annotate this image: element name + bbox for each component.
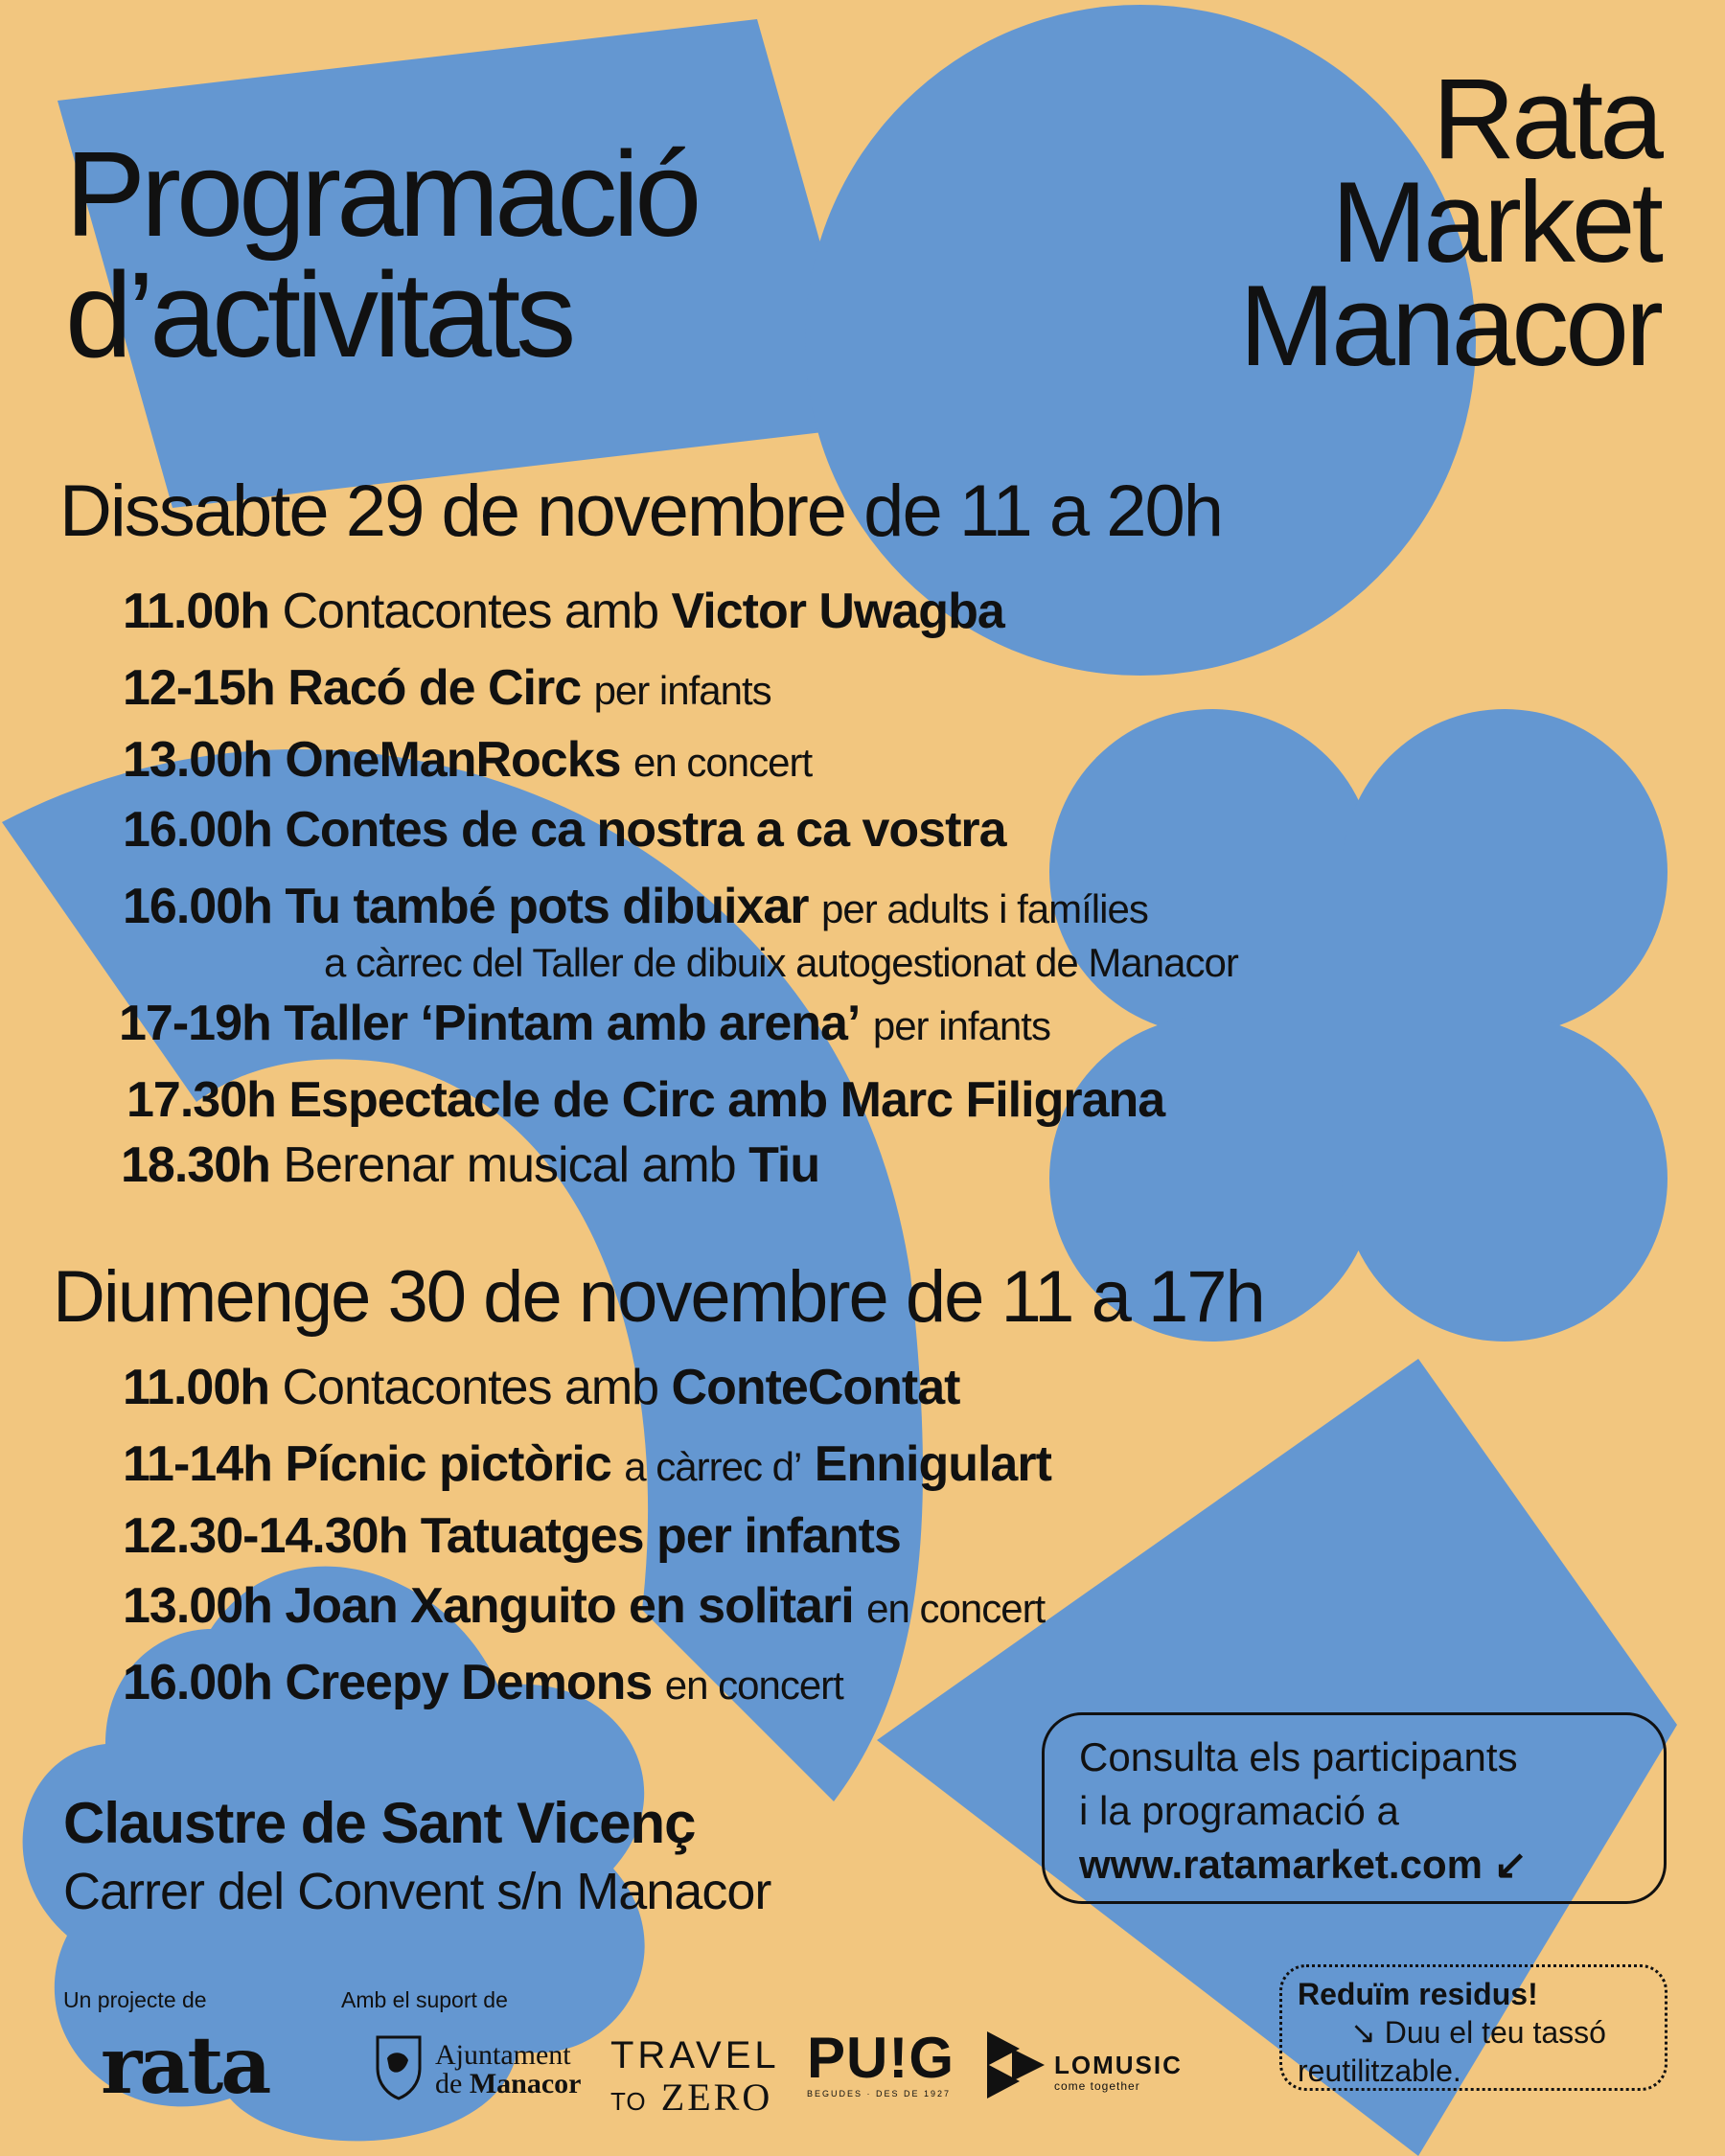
event-note: per infants [593,668,771,713]
play-arrows-icon [987,2031,1048,2099]
event-time: 17-19h [119,996,271,1051]
event-time: 11.00h [123,584,270,639]
travel-to-zero-logo [610,2034,780,2122]
rata-logo: rata [101,2020,269,2112]
waste-line-2: ↘ Duu el teu tassó [1350,2015,1606,2050]
event-time: 16.00h [123,1655,272,1710]
event-title: Tiu [748,1137,820,1193]
event-title-extra: Ennigulart [814,1436,1051,1492]
to-word: TO [610,2087,647,2116]
event-title: Pícnic pictòric [285,1436,611,1492]
event-title: Espectacle de Circ amb Marc Filigrana [288,1072,1165,1128]
event-title: Creepy Demons [285,1655,653,1710]
travel-word: TRAVEL [610,2034,780,2076]
project-label: Un projecte de [63,1987,207,2012]
info-box [1042,1712,1667,1904]
event-note: per adults i famílies [821,886,1148,931]
event-time: 17.30h [126,1072,276,1128]
event-subtitle: a càrrec del Taller de dibuix autogestionat de Manacor [324,940,1238,985]
ajuntament-de: de [435,2068,470,2099]
ajuntament-logo [372,2031,583,2108]
sunday-heading: Diumenge 30 de novembre de 11 a 17h [53,1256,1264,1338]
market-line-3: Manacor [1239,262,1660,390]
puig-logo: PU!G [807,2026,954,2090]
event-time: 16.00h [123,879,272,934]
lomusic-word: LOMUSIC [1054,2051,1183,2079]
event-time: 13.00h [123,1578,272,1634]
event-title: Racó de Circ [288,660,582,716]
event-row [126,1072,1165,1128]
event-title: Joan Xanguito en solitari [285,1578,854,1634]
event-title: Victor Uwagba [671,584,1004,639]
lomusic-logo [987,2030,1208,2106]
event-time: 11.00h [123,1360,270,1415]
event-row [123,1436,1051,1492]
waste-reduction-box [1279,1964,1668,2091]
event-note: en concert [664,1663,843,1708]
event-row [123,1508,901,1564]
lomusic-tagline: come together [1054,2079,1140,2093]
event-row [119,998,1050,1051]
info-line-2: i la programació a [1079,1788,1399,1833]
waste-line-1: Reduïm residus! [1298,1977,1538,2011]
event-row [121,1137,820,1193]
zero-word: ZERO [660,2076,773,2119]
venue-name: Claustre de Sant Vicenç [63,1791,696,1855]
event-note: en concert [633,740,813,785]
event-time: 13.00h [123,732,272,788]
event-text: Berenar musical amb [283,1137,736,1193]
venue [63,1790,770,1921]
event-title: Tu també pots dibuixar [285,879,809,934]
waste-line-3: reutilitzable. [1298,2053,1461,2088]
event-row [123,660,771,716]
market-line-1: Rata [1432,55,1660,183]
title-line-1: Programació [65,126,698,262]
event-text: Contacontes amb [282,1360,659,1415]
title-line-2: d’activitats [65,247,572,382]
website-link[interactable]: www.ratamarket.com ↙ [1079,1842,1528,1887]
event-text: Contacontes amb [282,584,659,639]
info-line-1: Consulta els participants [1079,1734,1518,1779]
event-time: 12-15h [123,660,275,716]
event-row [123,879,1238,988]
event-time: 16.00h [123,802,272,858]
event-title: Contes de ca nostra a ca vostra [285,802,1006,858]
event-time: 11-14h [123,1436,272,1492]
event-row [123,1578,1046,1634]
market-line-2: Market [1331,158,1660,287]
event-title: ConteContat [671,1360,960,1415]
event-note: en concert [866,1586,1046,1631]
market-title [1239,55,1660,390]
saturday-heading: Dissabte 29 de novembre de 11 a 20h [59,470,1223,552]
event-row [123,732,813,788]
event-title: Taller ‘Pintam amb arena’ [284,996,861,1051]
event-row [123,584,1004,639]
ajuntament-line-1: Ajuntament [435,2039,571,2071]
event-note: per infants [872,1003,1050,1048]
page-title [65,126,698,382]
event-note: a càrrec d’ [624,1444,802,1489]
event-row [123,1655,843,1710]
venue-address: Carrer del Convent s/n Manacor [63,1863,771,1920]
crest-icon [372,2031,426,2100]
event-time: 12.30-14.30h [123,1508,408,1564]
event-title: Tatuatges per infants [420,1508,901,1564]
event-row [123,802,1006,858]
event-title: OneManRocks [285,732,621,788]
support-label: Amb el suport de [341,1987,508,2012]
puig-tagline: BEGUDES · DES DE 1927 [807,2089,952,2099]
event-row [123,1360,960,1415]
event-time: 18.30h [121,1137,270,1193]
flower-shape [1049,709,1668,1342]
ajuntament-line-2: Manacor [469,2068,582,2099]
